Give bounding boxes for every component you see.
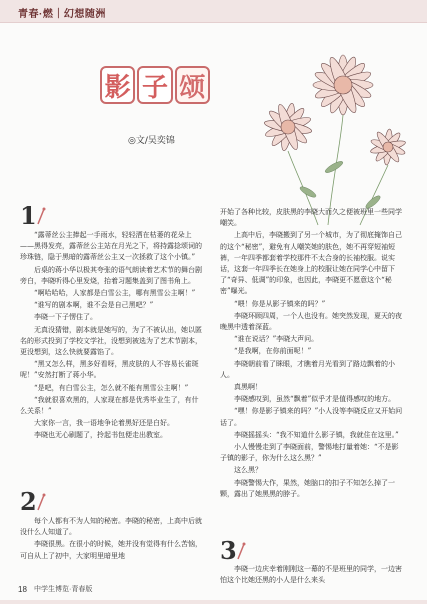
paragraph: 后桌的蒋小华以极其夸张的语气朗读着艺术节的舞台剧旁白，李晓听得心里发烧，抬着习题集盖到了图书角上。 <box>20 265 202 285</box>
section-1-mark: 1 <box>20 205 44 227</box>
paragraph: 真黑啊！ <box>234 383 262 392</box>
paragraph: 李晓朝前看了眯眼，才瞧着月光看到了路边飘着的小人。 <box>220 359 395 379</box>
magazine-title: 中学生博览·青春版 <box>34 586 93 593</box>
title-char-3: 颂 <box>175 66 210 104</box>
paragraph: “谁写的剧本啊，谁不会是自己黑吧？” <box>34 301 154 310</box>
paragraph: “是吧，有白雪公主，怎么就不能有黑雪公主啊！” <box>34 383 189 392</box>
paragraph: 李晓摇摇头：“我不知道什么影子镇，我就住在这里。” <box>234 430 399 439</box>
pen-icon <box>36 493 46 511</box>
paragraph: “嘿！你是影子镇来的吗？”小人没等李晓反应又开始问话了。 <box>220 407 403 427</box>
header-bar <box>0 0 427 23</box>
paragraph: 李晓也无心刷题了，拎起书包便走出教室。 <box>34 431 167 440</box>
paragraph: 李晓一边庆幸着刚刚这一幕的不是班里的同学，一边害怕这个比她还黑的小人是什么来头 <box>220 565 402 585</box>
title-char-2: 子 <box>137 66 172 104</box>
paragraph: 李晓环顾四周，一个人也没有。她突然发现，夏天的夜晚黑中透着深蓝。 <box>220 311 402 332</box>
pen-icon <box>36 207 46 225</box>
pen-icon <box>236 542 246 560</box>
paragraph: “我就很喜欢黑的，人家现在都是优秀毕业生了，有什么关系！” <box>20 395 199 416</box>
paragraph: “露蒂丝公主捧起一手雨水，轻轻洒在枯萎的花朵上——黑得发亮，露蒂丝公主站在月光之下，将持露捻颂词的珍珠链，隐于黑暗的露蒂丝公主又一次拯救了这个小镇。” <box>20 231 202 262</box>
paragraph: 开始了各种比较，皮肤黑的李晓大而久之便被班里一些同学嘲笑。 <box>220 208 402 228</box>
section-2-mark: 2 <box>20 491 44 513</box>
paragraph: 李晓很黑。在很小的时候，她并没有觉得有什么苦恼，可自从上了初中，大家明里暗里地 <box>20 540 202 560</box>
title-char-1: 影 <box>100 66 135 104</box>
left-column <box>20 230 204 443</box>
page-number: 18 <box>18 585 27 594</box>
section-3-mark: 3 <box>220 540 244 562</box>
right-column-lower <box>220 564 404 587</box>
paragraph: 李晓感叹到，虽然“飘着”似乎才是值得感叹的地方。 <box>234 395 396 404</box>
paragraph: 这么黑？ <box>234 466 262 475</box>
article-title <box>100 66 210 103</box>
paragraph: 李晓警惕大作，果然，她脑口的扣子不知怎么掉了一颗，露出了她黑黑的脖子。 <box>220 478 395 498</box>
paragraph: “啊哈哈哈，人家都是白雪公主，哪有黑雪公主啊！” <box>34 289 196 298</box>
paragraph: “黑又怎么样，黑多好看呀，黑皮肤的人不容易长雀斑呢！”安然打断了蒋小华。 <box>20 360 199 380</box>
paragraph: “是我啊，在你前面呢！” <box>234 347 312 356</box>
paragraph: 无真没猜错，剧本就是她写的，为了不被认出，她以匿名的形式投到了学校文学社，没想到被选为了艺术节剧本，更没想到，这么快就要露馅了。 <box>20 325 202 357</box>
left-column-lower <box>20 516 204 563</box>
paragraph: “喂！你是从影子镇来的吗？” <box>234 299 326 308</box>
paragraph: 李晓一下子愣住了。 <box>34 313 97 322</box>
paragraph: 上高中后，李晓搬到了另一个城市，为了彻底掩饰自己的这个“秘密”，避免有人嘲笑她的肤色，她不再穿短袖短裤，一年四季都套着学校那件不太合身的长袖校服。说实话，这套一年四季长在她身上的校服让她在同学心中留下了“奇异、低调”的印象，也因此，李晓更不愿意这个“秘密”曝光。 <box>220 231 402 296</box>
right-column <box>220 207 404 501</box>
author-byline: ◎文/吴奕锦 <box>128 136 175 146</box>
footer-bar <box>0 600 427 604</box>
paragraph: 大家你一言，我一语地争论着黑好还是白好。 <box>34 419 174 428</box>
header-text: 青春·燃｜幻想随洲 <box>18 9 106 20</box>
paragraph: 每个人都有不为人知的秘密。李晓的秘密，上高中后就没什么人知道了。 <box>20 517 202 537</box>
paragraph: 小人慢慢走到了李晓面前，警惕地打量着她：“不是影子镇的影子，你为什么这么黑？” <box>220 443 399 463</box>
paragraph: “谁在说话？”李晓大声问。 <box>234 335 319 344</box>
flower-illustration <box>248 27 427 227</box>
